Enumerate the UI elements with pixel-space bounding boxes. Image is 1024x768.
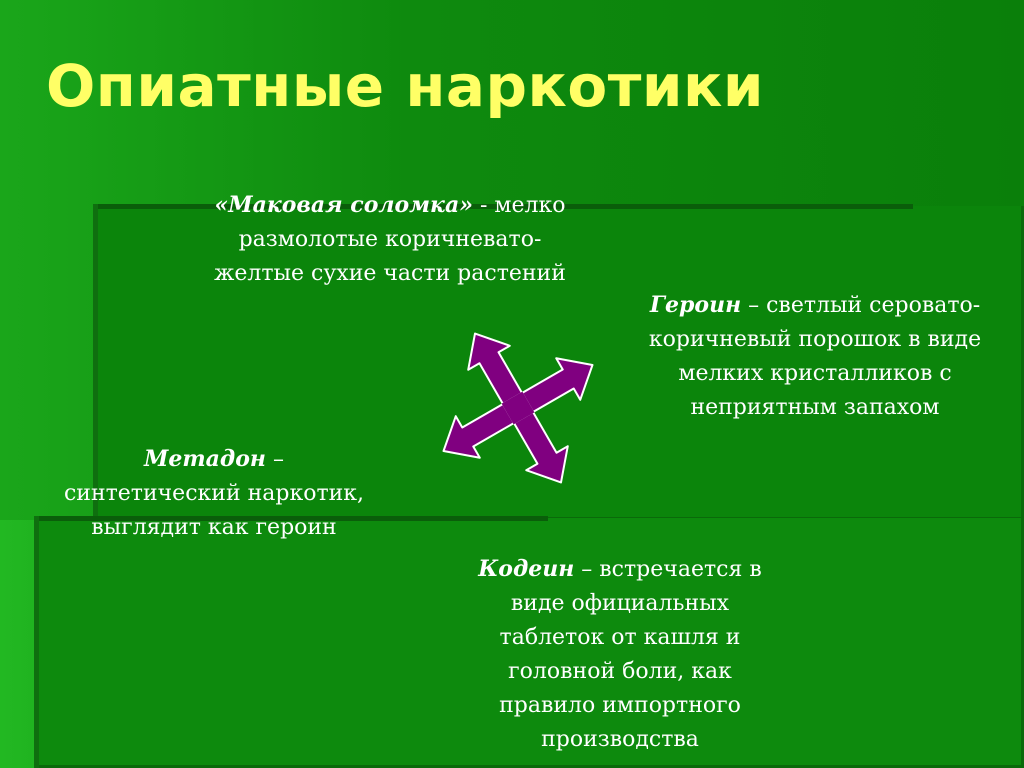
poppy-straw-text-3: желтые сухие части растений [214, 261, 566, 286]
four-way-arrow-icon [438, 328, 608, 498]
codeine-text-3: таблеток от кашля и [499, 625, 741, 650]
methadone-text-3: выглядит как героин [91, 515, 337, 540]
methadone-block [24, 442, 404, 545]
methadone-dash: – [265, 447, 284, 472]
codeine-text-5: правило импортного [499, 693, 741, 718]
codeine-text-4: головной боли, как [508, 659, 732, 684]
codeine-text-1: встречается в [599, 557, 762, 582]
heroin-block [614, 288, 1016, 425]
codeine-dash: – [574, 557, 600, 582]
methadone-text-2: синтетический наркотик, [63, 481, 365, 506]
heroin-text-4: неприятным запахом [690, 395, 940, 420]
heroin-term: Героин [649, 292, 742, 318]
poppy-straw-text-1: мелко [494, 193, 566, 218]
heroin-text-2: коричневый порошок в виде [648, 327, 982, 352]
page-title: Опиатные наркотики [46, 52, 765, 120]
panel-edge-left-lower [34, 516, 39, 768]
heroin-dash: – [741, 293, 767, 318]
poppy-straw-dash: - [472, 193, 495, 218]
methadone-term: Метадон [144, 446, 266, 472]
codeine-line-1 [420, 552, 820, 587]
heroin-text-3: мелких кристалликов с [678, 361, 952, 386]
codeine-term: Кодеин [478, 556, 575, 582]
codeine-block [420, 552, 820, 757]
poppy-straw-line-1 [170, 188, 610, 223]
codeine-text-2: виде официальных [510, 591, 730, 616]
codeine-text-6: производства [541, 727, 699, 752]
poppy-straw-term: «Маковая соломка» [214, 192, 473, 218]
methadone-line-1 [24, 442, 404, 477]
poppy-straw-text-2: размолотые коричневато- [238, 227, 542, 252]
heroin-line-1 [614, 288, 1016, 323]
heroin-text-1: светлый серовато- [766, 293, 981, 318]
poppy-straw-block [170, 188, 610, 291]
